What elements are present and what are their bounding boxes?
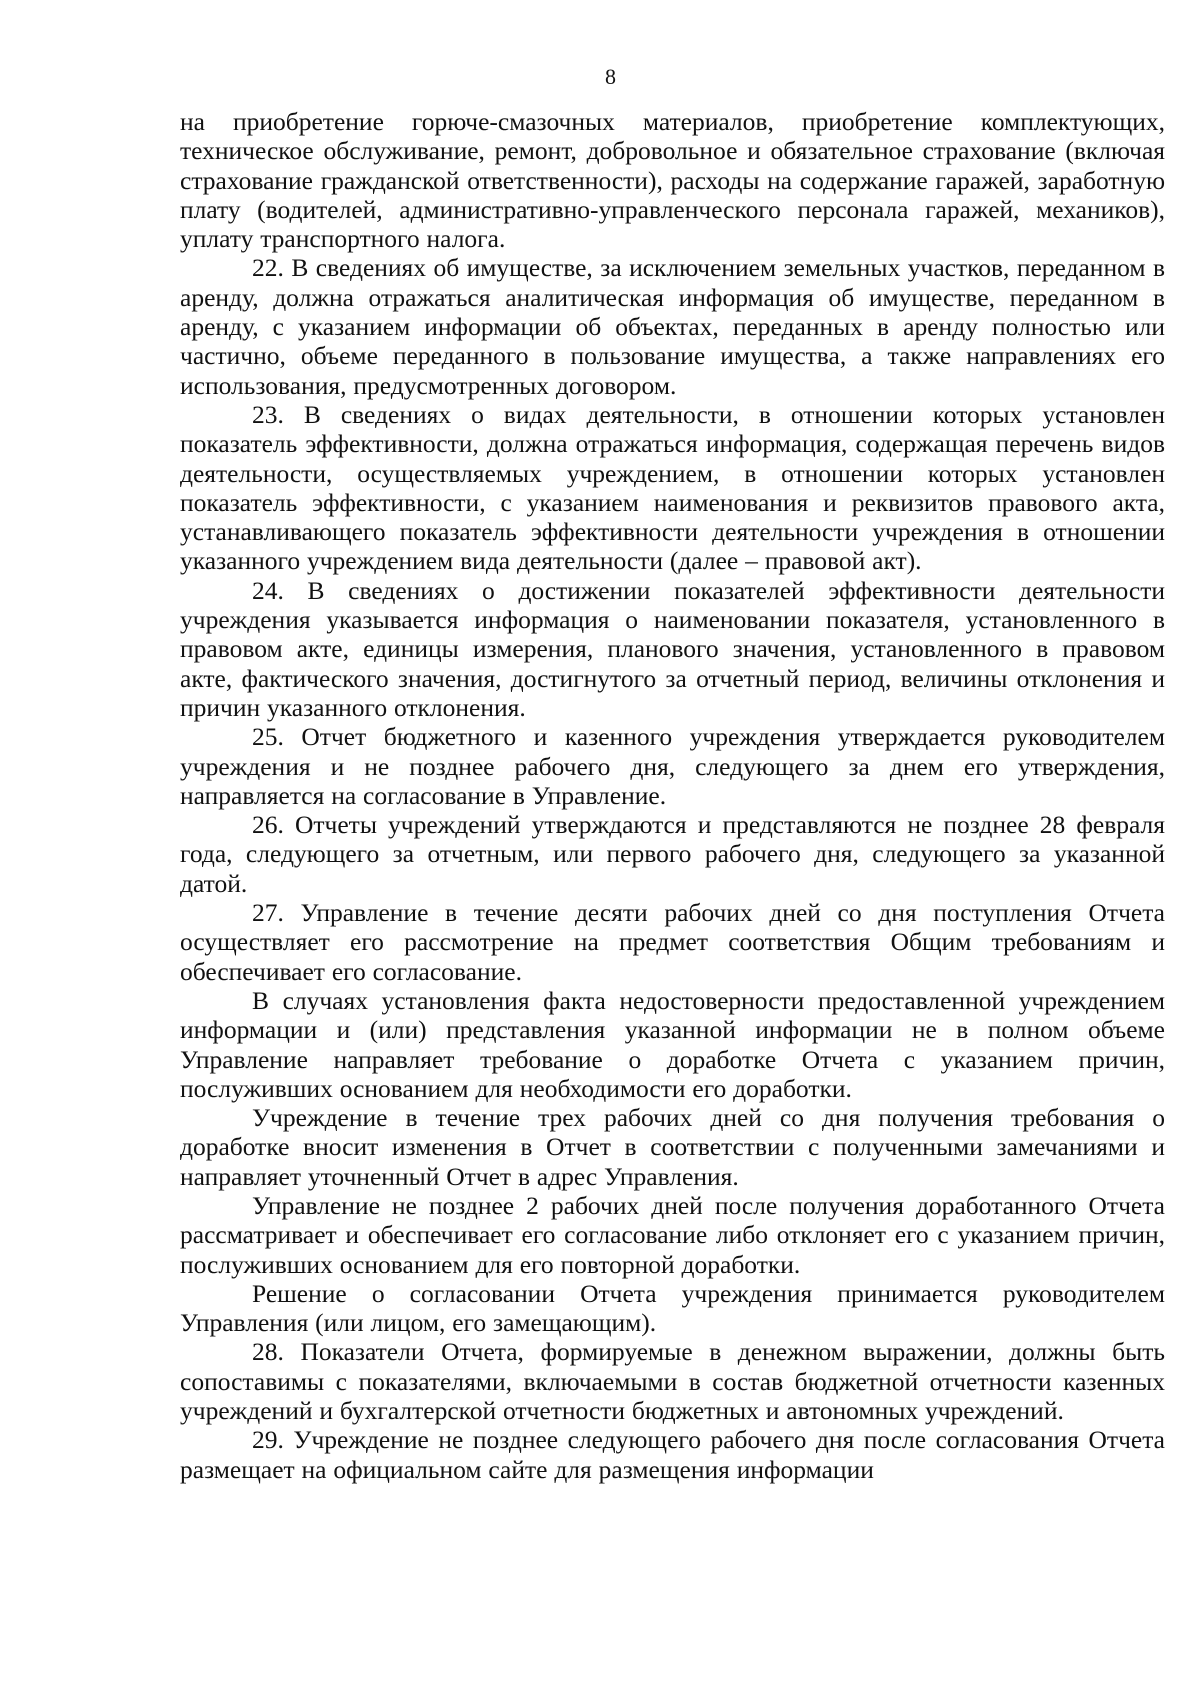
paragraph-25: 25. Отчет бюджетного и казенного учреждения утверждается руководителем учреждения и не позднее рабочего дня, следующего за днем его утверждения, направляется на согласование в Управление. — [180, 722, 1165, 810]
paragraph-23: 23. В сведениях о видах деятельности, в отношении которых установлен показатель эффективности, должна отражаться информация, содержащая перечень видов деятельности, осуществляемых учреждением, в отношении которых установлен показатель эффективности, с указанием наименования и реквизитов правового акта, устанавливающего показатель эффективности деятельности учреждения в отношении указанного учреждением вида деятельности (далее – правовой акт). — [180, 399, 1165, 576]
paragraph-26: 26. Отчеты учреждений утверждаются и представляются не позднее 28 февраля года, следующего за отчетным, или первого рабочего дня, следующего за указанной датой. — [180, 810, 1165, 898]
paragraph-29: 29. Учреждение не позднее следующего рабочего дня после согласования Отчета размещает на официальном сайте для размещения информации — [180, 1425, 1165, 1484]
page-number: 8 — [605, 64, 616, 89]
document-body — [180, 107, 1165, 1484]
paragraph-27-part-3: Учреждение в течение трех рабочих дней со дня получения требования о доработке вносит изменения в Отчет в соответствии с полученными замечаниями и направляет уточненный Отчет в адрес Управления. — [180, 1103, 1165, 1191]
paragraph-22: 22. В сведениях об имуществе, за исключением земельных участков, переданном в аренду, должна отражаться аналитическая информация об имуществе, переданном в аренду, с указанием информации об объектах, переданных в аренду полностью или частично, объеме переданного в пользование имущества, а также направлениях его использования, предусмотренных договором. — [180, 253, 1165, 400]
paragraph-continuation: на приобретение горюче-смазочных материалов, приобретение комплектующих, техническое обслуживание, ремонт, добровольное и обязательное страхование (включая страхование гражданской ответственности), расходы на содержание гаражей, заработную плату (водителей, административно-управленческого персонала гаражей, механиков), уплату транспортного налога. — [180, 107, 1165, 254]
paragraph-27: 27. Управление в течение десяти рабочих дней со дня поступления Отчета осуществляет его рассмотрение на предмет соответствия Общим требованиям и обеспечивает его согласование. — [180, 898, 1165, 986]
paragraph-27-part-2: В случаях установления факта недостоверности предоставленной учреждением информации и (или) представления указанной информации не в полном объеме Управление направляет требование о доработке Отчета с указанием причин, послуживших основанием для необходимости его доработки. — [180, 985, 1165, 1103]
paragraph-27-part-4: Управление не позднее 2 рабочих дней после получения доработанного Отчета рассматривает и обеспечивает его согласование либо отклоняет его с указанием причин, послуживших основанием для его повторной доработки. — [180, 1190, 1165, 1279]
paragraph-24: 24. В сведениях о достижении показателей эффективности деятельности учреждения указывается информация о наименовании показателя, установленного в правовом акте, единицы измерения, планового значения, установленного в правовом акте, фактического значения, достигнутого за отчетный период, величины отклонения и причин указанного отклонения. — [180, 575, 1165, 722]
paragraph-27-part-5: Решение о согласовании Отчета учреждения принимается руководителем Управления (или лицом, его замещающим). — [180, 1278, 1165, 1338]
paragraph-28: 28. Показатели Отчета, формируемые в денежном выражении, должны быть сопоставимы с показателями, включаемыми в состав бюджетной отчетности казенных учреждений и бухгалтерской отчетности бюджетных и автономных учреждений. — [180, 1337, 1165, 1426]
